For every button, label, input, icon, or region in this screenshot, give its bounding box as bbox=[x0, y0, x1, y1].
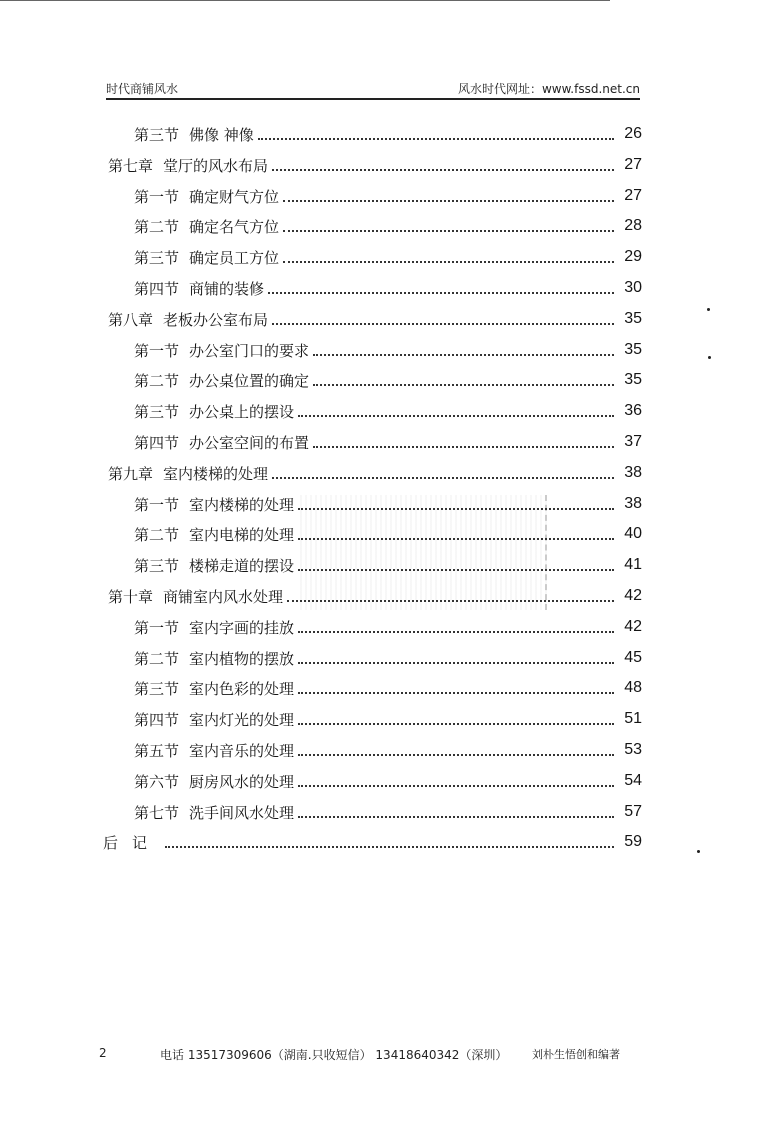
toc-entry-label bbox=[134, 216, 279, 237]
toc-entry-page: 26 bbox=[624, 125, 642, 142]
toc-dot-leader bbox=[313, 446, 614, 448]
toc-entry bbox=[108, 151, 642, 179]
toc-entry-label bbox=[134, 186, 279, 207]
toc-entry-title: 室内楼梯的处理 bbox=[189, 495, 295, 514]
toc-entry-label bbox=[134, 278, 264, 299]
toc-entry-label bbox=[108, 309, 268, 330]
toc-entry bbox=[134, 274, 642, 302]
toc-entry bbox=[134, 397, 642, 425]
toc-entry-number: 第四节 bbox=[134, 710, 180, 729]
toc-entry-number: 第二节 bbox=[134, 217, 180, 236]
toc-entry-page: 27 bbox=[624, 156, 642, 173]
toc-entry-number: 第三节 bbox=[134, 248, 180, 267]
toc-entry-number: 第一节 bbox=[134, 341, 180, 360]
toc-dot-leader bbox=[298, 723, 614, 725]
toc-entry-title: 楼梯走道的摆设 bbox=[189, 556, 295, 575]
toc-entry bbox=[134, 120, 642, 148]
toc-entry-title: 室内音乐的处理 bbox=[189, 741, 295, 760]
toc-entry-number: 第一节 bbox=[134, 618, 180, 637]
toc-entry-label bbox=[134, 802, 294, 823]
toc-dot-leader bbox=[298, 508, 614, 510]
page-footer bbox=[0, 1046, 783, 1066]
toc-dot-leader bbox=[298, 662, 614, 664]
toc-entry bbox=[103, 828, 642, 856]
toc-dot-leader bbox=[283, 200, 614, 202]
author-credit: 刘朴生悟创和编著 bbox=[532, 1048, 620, 1061]
toc-entry bbox=[108, 459, 642, 487]
toc-entry-page: 41 bbox=[624, 556, 642, 573]
toc-dot-leader bbox=[283, 261, 614, 263]
toc-entry-label bbox=[103, 832, 161, 853]
toc-entry-number: 第九章 bbox=[108, 464, 154, 483]
toc-entry-page: 28 bbox=[624, 217, 642, 234]
toc-dot-leader bbox=[298, 785, 614, 787]
toc-entry-label bbox=[134, 678, 294, 699]
toc-dot-leader bbox=[313, 354, 614, 356]
toc-entry bbox=[134, 520, 642, 548]
page-number: 2 bbox=[99, 1046, 107, 1060]
toc-entry-number: 第三节 bbox=[134, 125, 180, 144]
toc-entry bbox=[134, 428, 642, 456]
toc-entry-number: 第五节 bbox=[134, 741, 180, 760]
toc-entry-label bbox=[134, 494, 294, 515]
toc-dot-leader bbox=[258, 138, 614, 140]
toc-entry-page: 45 bbox=[624, 649, 642, 666]
scan-speck bbox=[708, 356, 711, 359]
toc-entry bbox=[134, 613, 642, 641]
toc-entry-title: 办公室空间的布置 bbox=[189, 433, 310, 452]
scan-speck bbox=[697, 850, 700, 853]
toc-entry-page: 29 bbox=[624, 248, 642, 265]
toc-entry-page: 37 bbox=[624, 433, 642, 450]
toc-entry-page: 40 bbox=[624, 525, 642, 542]
toc-entry-number: 第七节 bbox=[134, 803, 180, 822]
toc-entry bbox=[134, 644, 642, 672]
toc-entry-page: 51 bbox=[624, 710, 642, 727]
toc-entry bbox=[134, 336, 642, 364]
toc-entry-page: 42 bbox=[624, 618, 642, 635]
toc-entry bbox=[134, 490, 642, 518]
contact-info: 电话 13517309606（湖南.只收短信） 13418640342（深圳） bbox=[160, 1048, 508, 1062]
toc-entry-number: 第二节 bbox=[134, 525, 180, 544]
toc-dot-leader bbox=[165, 846, 614, 848]
toc-entry bbox=[108, 305, 642, 333]
toc-dot-leader bbox=[268, 292, 614, 294]
toc-entry-number: 后记 bbox=[103, 833, 162, 852]
toc-entry-title: 办公桌位置的确定 bbox=[189, 371, 310, 390]
toc-entry-page: 53 bbox=[624, 741, 642, 758]
toc-entry-number: 第十章 bbox=[108, 587, 154, 606]
header-website: 风水时代网址：www.fssd.net.cn bbox=[457, 82, 640, 96]
toc-dot-leader bbox=[298, 415, 614, 417]
toc-entry-label bbox=[108, 463, 268, 484]
toc-entry-number: 第四节 bbox=[134, 433, 180, 452]
toc-entry-label bbox=[134, 432, 309, 453]
toc-dot-leader bbox=[298, 538, 614, 540]
toc-entry-number: 第二节 bbox=[134, 371, 180, 390]
toc-entry-label bbox=[134, 555, 294, 576]
toc-entry bbox=[134, 798, 642, 826]
toc-entry-number: 第七章 bbox=[108, 156, 154, 175]
scan-top-edge bbox=[0, 0, 610, 1]
toc-entry-label bbox=[134, 617, 294, 638]
toc-entry-page: 35 bbox=[624, 371, 642, 388]
toc-dot-leader bbox=[283, 230, 614, 232]
toc-entry-label bbox=[134, 771, 294, 792]
toc-entry-label bbox=[134, 370, 309, 391]
toc-dot-leader bbox=[298, 816, 614, 818]
toc-dot-leader bbox=[272, 477, 614, 479]
toc-entry bbox=[134, 705, 642, 733]
toc-entry-page: 27 bbox=[624, 187, 642, 204]
toc-entry-title: 确定员工方位 bbox=[189, 248, 280, 267]
toc-entry-page: 35 bbox=[624, 310, 642, 327]
toc-entry-page: 38 bbox=[624, 464, 642, 481]
toc-entry-title: 室内植物的摆放 bbox=[189, 649, 295, 668]
toc-entry-number: 第三节 bbox=[134, 556, 180, 575]
toc-dot-leader bbox=[313, 384, 614, 386]
toc-entry-label bbox=[134, 340, 309, 361]
page-header bbox=[106, 80, 640, 98]
toc-dot-leader bbox=[298, 692, 614, 694]
toc-entry-title: 厨房风水的处理 bbox=[189, 772, 295, 791]
toc-entry-number: 第一节 bbox=[134, 187, 180, 206]
toc-entry-title: 堂厅的风水布局 bbox=[163, 156, 269, 175]
toc-dot-leader bbox=[272, 169, 614, 171]
toc-entry-title: 确定财气方位 bbox=[189, 187, 280, 206]
toc-entry-label bbox=[134, 124, 254, 145]
toc-entry-title: 室内灯光的处理 bbox=[189, 710, 295, 729]
toc-dot-leader bbox=[298, 569, 614, 571]
toc-entry-title: 商铺室内风水处理 bbox=[163, 587, 284, 606]
scan-speck bbox=[707, 308, 710, 311]
toc-dot-leader bbox=[272, 323, 614, 325]
toc-entry-title: 洗手间风水处理 bbox=[189, 803, 295, 822]
toc-entry-page: 36 bbox=[624, 402, 642, 419]
toc-entry-label bbox=[108, 586, 283, 607]
toc-entry-page: 38 bbox=[624, 495, 642, 512]
toc-entry-number: 第六节 bbox=[134, 772, 180, 791]
toc-entry-number: 第八章 bbox=[108, 310, 154, 329]
toc-dot-leader bbox=[298, 754, 614, 756]
toc-dot-leader bbox=[287, 600, 614, 602]
toc-entry-title: 老板办公室布局 bbox=[163, 310, 269, 329]
header-rule bbox=[106, 98, 640, 100]
header-book-title: 时代商铺风水 bbox=[106, 82, 179, 96]
toc-entry-page: 54 bbox=[624, 772, 642, 789]
toc-entry-title: 商铺的装修 bbox=[189, 279, 265, 298]
toc-entry bbox=[134, 674, 642, 702]
toc-entry-number: 第一节 bbox=[134, 495, 180, 514]
toc-entry-number: 第二节 bbox=[134, 649, 180, 668]
toc-entry-label bbox=[134, 648, 294, 669]
toc-entry-label bbox=[134, 524, 294, 545]
toc-entry-title: 办公桌上的摆设 bbox=[189, 402, 295, 421]
toc-entry-page: 35 bbox=[624, 341, 642, 358]
toc-entry bbox=[134, 551, 642, 579]
toc-entry-title: 室内字画的挂放 bbox=[189, 618, 295, 637]
toc-entry-title: 室内色彩的处理 bbox=[189, 679, 295, 698]
toc-entry bbox=[134, 182, 642, 210]
toc-entry-label bbox=[134, 740, 294, 761]
toc-entry-number: 第四节 bbox=[134, 279, 180, 298]
toc-entry bbox=[134, 243, 642, 271]
toc-entry-page: 42 bbox=[624, 587, 642, 604]
toc-entry-title: 确定名气方位 bbox=[189, 217, 280, 236]
toc-entry-title: 佛像 神像 bbox=[189, 125, 254, 144]
toc-entry bbox=[134, 366, 642, 394]
toc-entry-label bbox=[134, 247, 279, 268]
toc-dot-leader bbox=[298, 631, 614, 633]
toc-entry-label bbox=[134, 401, 294, 422]
toc-entry-page: 30 bbox=[624, 279, 642, 296]
toc-entry-title: 办公室门口的要求 bbox=[189, 341, 310, 360]
toc-entry-number: 第三节 bbox=[134, 679, 180, 698]
toc-entry-label bbox=[108, 155, 268, 176]
toc-entry bbox=[134, 212, 642, 240]
toc-entry-title: 室内楼梯的处理 bbox=[163, 464, 269, 483]
toc-entry-page: 48 bbox=[624, 679, 642, 696]
toc-entry-number: 第三节 bbox=[134, 402, 180, 421]
toc-entry bbox=[134, 767, 642, 795]
toc-entry-label bbox=[134, 709, 294, 730]
toc-entry bbox=[108, 582, 642, 610]
toc-entry-title: 室内电梯的处理 bbox=[189, 525, 295, 544]
toc-entry-page: 57 bbox=[624, 803, 642, 820]
toc-entry bbox=[134, 736, 642, 764]
toc-entry-page: 59 bbox=[624, 833, 642, 850]
